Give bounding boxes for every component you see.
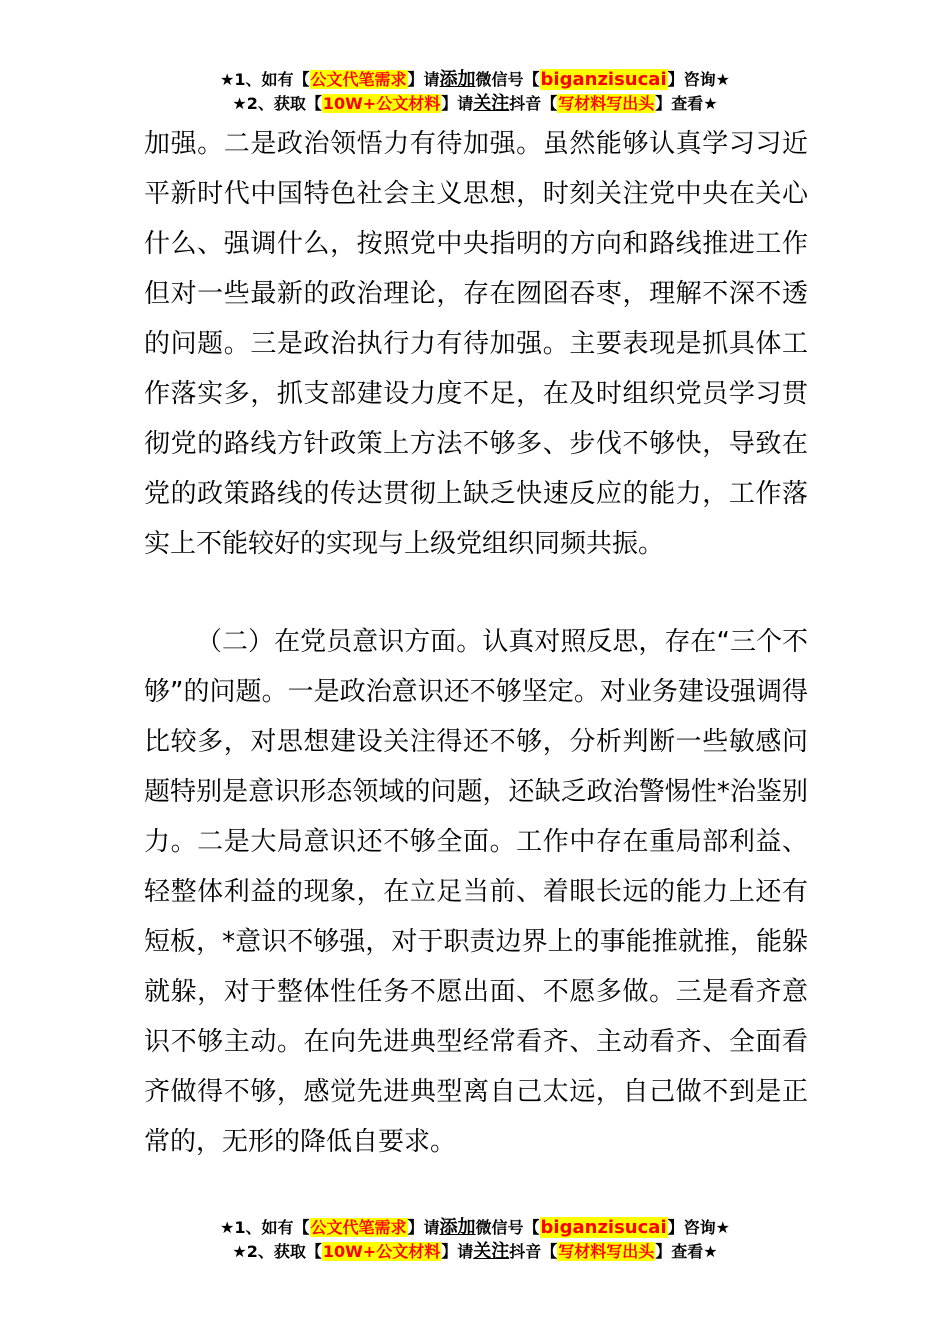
banner-underlined-text: 关注 — [473, 93, 510, 114]
banner-line-2 — [0, 92, 950, 116]
highlight-materials: 10W+公文材料 — [322, 1242, 441, 1261]
banner-text: ★2、获取【 — [232, 94, 322, 113]
footer-banner — [0, 1216, 950, 1264]
banner-line-1 — [0, 1216, 950, 1240]
banner-text: 】咨询★ — [667, 70, 730, 89]
banner-text: 】查看★ — [655, 94, 718, 113]
highlight-wechat-id: biganzisucai — [540, 69, 667, 90]
banner-text: ★2、获取【 — [232, 1242, 322, 1261]
banner-line-1 — [0, 68, 950, 92]
banner-text: 】请 — [407, 70, 440, 89]
highlight-service: 公文代笔需求 — [310, 1218, 407, 1237]
banner-text: ★1、如有【 — [220, 70, 310, 89]
banner-underlined-text: 添加 — [439, 69, 476, 90]
banner-text: 微信号【 — [475, 70, 540, 89]
highlight-service: 公文代笔需求 — [310, 70, 407, 89]
banner-text: 】查看★ — [655, 1242, 718, 1261]
banner-text: 】请 — [407, 1218, 440, 1237]
banner-text: 微信号【 — [475, 1218, 540, 1237]
banner-text: 】请 — [441, 94, 474, 113]
highlight-wechat-id: biganzisucai — [540, 1217, 667, 1238]
banner-text: 抖音【 — [509, 94, 558, 113]
banner-text: 】请 — [441, 1242, 474, 1261]
banner-text: ★1、如有【 — [220, 1218, 310, 1237]
banner-text: 】咨询★ — [667, 1218, 730, 1237]
highlight-materials: 10W+公文材料 — [322, 94, 441, 113]
banner-line-2 — [0, 1240, 950, 1264]
banner-text: 抖音【 — [509, 1242, 558, 1261]
banner-underlined-text: 添加 — [439, 1217, 476, 1238]
highlight-douyin-account: 写材料写出头 — [558, 1242, 655, 1261]
body-paragraph-2: （二）在党员意识方面。认真对照反思，存在“三个不够”的问题。一是政治意识还不够坚定。对业务建设强调得比较多，对思想建设关注得还不够，分析判断一些敏感问题特别是意识形态领域的问题，还缺乏政治警惕性*治鉴别力。二是大局意识还不够全面。工作中存在重局部利益、轻整体利益的现象，在立足当前、着眼长远的能力上还有短板，*意识不够强，对于职责边界上的事能推就推，能躲就躲，对于整体性任务不愿出面、不愿多做。三是看齐意识不够主动。在向先进典型经常看齐、主动看齐、全面看齐做得不够，感觉先进典型离自己太远，自己做不到是正常的，无形的降低自要求。 — [144, 627, 808, 1157]
body-paragraph-1: 加强。二是政治领悟力有待加强。虽然能够认真学习习近平新时代中国特色社会主义思想，时刻关注党中央在关心什么、强调什么，按照党中央指明的方向和路线推进工作但对一些最新的政治理论，存在囫囵吞枣，理解不深不透的问题。三是政治执行力有待加强。主要表现是抓具体工作落实多，抓支部建设力度不足，在及时组织党员学习贯彻党的路线方针政策上方法不够多、步伐不够快，导致在党的政策路线的传达贯彻上缺乏快速反应的能力，工作落实上不能较好的实现与上级党组织同频共振。 — [144, 129, 808, 559]
banner-underlined-text: 关注 — [473, 1241, 510, 1262]
header-banner — [0, 68, 950, 116]
highlight-douyin-account: 写材料写出头 — [558, 94, 655, 113]
